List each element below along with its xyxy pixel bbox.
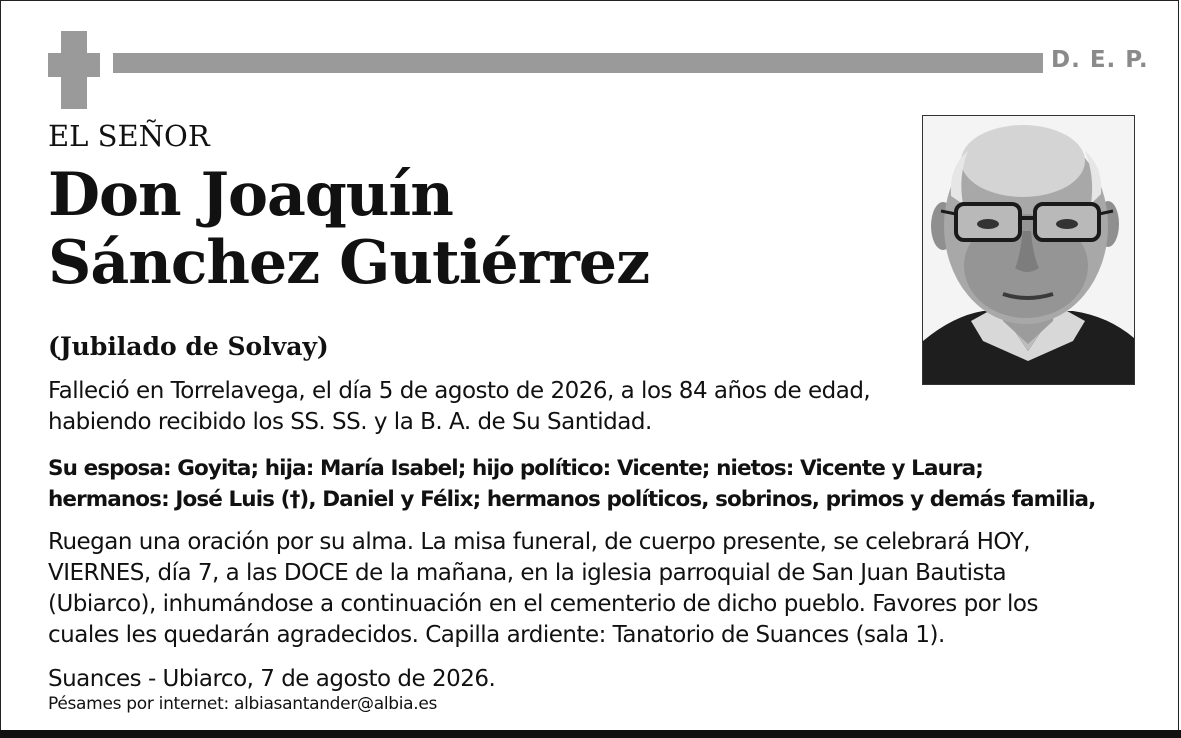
family-list: [48, 453, 1095, 515]
condolences-line: Pésames por internet: albiasantander@albia.es: [48, 694, 438, 714]
deceased-name: [48, 161, 908, 297]
name-line-1: Don Joaquín: [48, 160, 453, 230]
occupation-subtitle: (Jubilado de Solvay): [48, 332, 329, 361]
service-line-3: (Ubiarco), inhumándose a continuación en el cementerio de dicho pueblo. Favores por los: [48, 591, 1038, 617]
death-line-2: habiendo recibido los SS. SS. y la B. A. de Su Santidad.: [48, 409, 652, 435]
service-line-1: Ruegan una oración por su alma. La misa funeral, de cuerpo presente, se celebrará HOY,: [48, 529, 1031, 555]
dep-label: D. E. P.: [1051, 47, 1149, 73]
service-details: [48, 527, 1038, 651]
place-date: Suances - Ubiarco, 7 de agosto de 2026.: [48, 666, 496, 692]
death-line-1: Falleció en Torrelavega, el día 5 de agosto de 2026, a los 84 años de edad,: [48, 378, 871, 404]
portrait-photo: [922, 115, 1135, 385]
honorific: EL SEÑOR: [48, 119, 210, 153]
bottom-border: [0, 730, 1181, 738]
service-line-2: VIERNES, día 7, a las DOCE de la mañana, en la iglesia parroquial de San Juan Bautista: [48, 560, 1007, 586]
latin-cross-icon: [48, 31, 100, 109]
name-line-2: Sánchez Gutiérrez: [48, 228, 650, 298]
family-line-1: Su esposa: Goyita; hija: María Isabel; hijo político: Vicente; nietos: Vicente y Laura;: [48, 456, 983, 481]
family-line-2: hermanos: José Luis (†), Daniel y Félix; hermanos políticos, sobrinos, primos y demás familia,: [48, 487, 1096, 512]
death-announcement: [48, 376, 870, 438]
portrait-photo-image: [923, 116, 1134, 384]
service-line-4: cuales les quedarán agradecidos. Capilla ardiente: Tanatorio de Suances (sala 1).: [48, 622, 945, 648]
header-rule: [113, 53, 1043, 73]
